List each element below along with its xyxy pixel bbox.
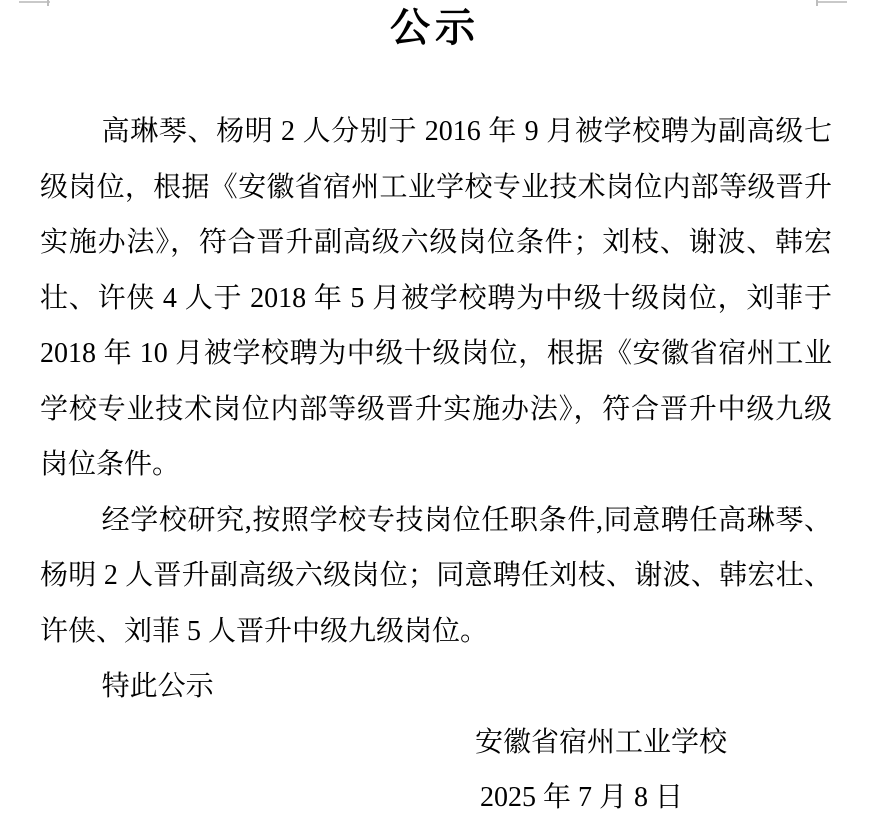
- signature-date-line: 2025 年 7 月 8 日: [479, 782, 683, 813]
- paragraph2-line2: 杨明 2 人晋升副高级六级岗位；同意聘任刘枝、谢波、韩宏壮、: [40, 560, 832, 591]
- paragraph1-line7: 岗位条件。: [40, 449, 181, 480]
- paragraph1-line2: 级岗位，根据《安徽省宿州工业学校专业技术岗位内部等级晋升: [40, 171, 832, 203]
- text-boundary-mark-top-right-h: [816, 1, 847, 3]
- text-boundary-mark-top-left-h: [19, 1, 50, 3]
- signature-org-line: 安徽省宿州工业学校: [474, 726, 727, 758]
- paragraph1-line3: 实施办法》，符合晋升副高级六级岗位条件；刘枝、谢波、韩宏: [40, 227, 832, 258]
- text-boundary-mark-top-left-v: [47, 0, 49, 6]
- page-title: 公示: [390, 5, 480, 50]
- document-body: [40, 104, 832, 813]
- paragraph1-line6: 学校专业技术岗位内部等级晋升实施办法》，符合晋升中级九级: [40, 393, 832, 425]
- text-boundary-mark-top-right-v: [816, 0, 818, 6]
- paragraph2-line3: 许侠、刘菲 5 人晋升中级九级岗位。: [40, 615, 489, 647]
- paragraph2-line1: 经学校研究,按照学校专技岗位任职条件,同意聘任高琳琴、: [101, 504, 832, 536]
- closing-line: 特此公示: [101, 671, 214, 702]
- paragraph1-line4: 壮、许侠 4 人于 2018 年 5 月被学校聘为中级十级岗位，刘菲于: [40, 282, 832, 314]
- paragraph1-line1: 高琳琴、杨明 2 人分别于 2016 年 9 月被学校聘为副高级七: [101, 116, 832, 147]
- paragraph1-line5: 2018 年 10 月被学校聘为中级十级岗位，根据《安徽省宿州工业: [40, 338, 832, 369]
